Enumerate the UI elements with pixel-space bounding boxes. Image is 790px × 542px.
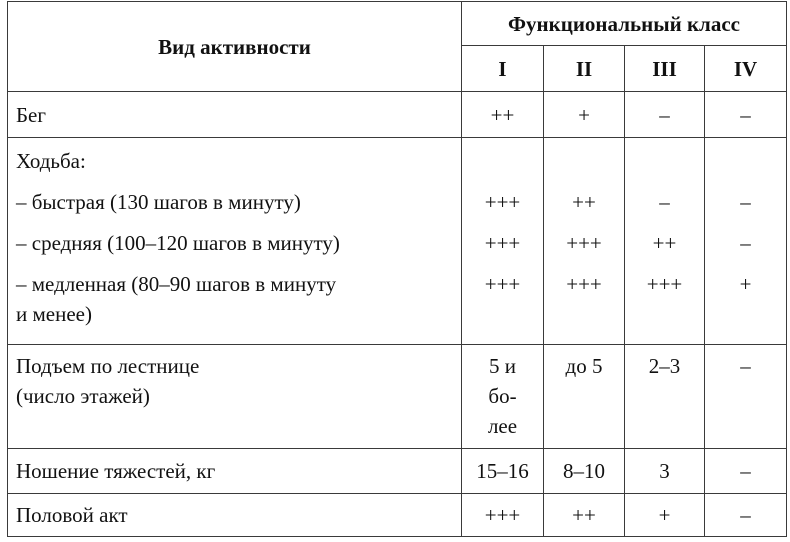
row-label-weights: Ношение тяжестей, кг xyxy=(8,449,462,494)
cell-walk-slow-4: + xyxy=(739,272,752,296)
cell-sex-3: + xyxy=(625,494,705,537)
stairs-label-line1: Подъем по лестнице xyxy=(16,354,200,378)
row-label-run: Бег xyxy=(8,92,462,138)
walk-slow-label-line1: – медленная (80–90 шагов в минуту xyxy=(16,272,337,296)
table-row xyxy=(8,449,787,494)
cell-walk-medium-2: +++ xyxy=(566,231,602,255)
table-row xyxy=(8,92,787,138)
cell-walk-fast-2: ++ xyxy=(572,190,596,214)
cell-walk-slow-1: +++ xyxy=(484,272,521,296)
walk-class-1 xyxy=(462,138,544,345)
header-activity: Вид активности xyxy=(8,2,462,92)
row-label-sex: Половой акт xyxy=(8,494,462,537)
cell-sex-4: – xyxy=(705,494,787,537)
header-functional-class: Функциональный класс xyxy=(462,2,787,46)
table-row xyxy=(8,138,787,345)
walk-slow-label-line2: и менее) xyxy=(16,302,92,326)
row-label-stairs xyxy=(8,345,462,449)
cell-stairs-4: – xyxy=(705,345,787,449)
walk-class-2 xyxy=(544,138,625,345)
cell-walk-slow-3: +++ xyxy=(646,272,683,296)
stairs-1-line3: лее xyxy=(487,414,518,438)
header-class-1: I xyxy=(462,46,544,92)
row-label-walk xyxy=(8,138,462,345)
cell-run-2: + xyxy=(544,92,625,138)
cell-sex-1: +++ xyxy=(462,494,544,537)
cell-run-4: – xyxy=(705,92,787,138)
cell-weights-4: – xyxy=(705,449,787,494)
walk-medium-label: – средняя (100–120 шагов в минуту) xyxy=(16,231,340,255)
table-row xyxy=(8,345,787,449)
walk-class-4 xyxy=(705,138,787,345)
cell-stairs-1 xyxy=(462,345,544,449)
cell-stairs-3: 2–3 xyxy=(625,345,705,449)
stairs-label-line2: (число этажей) xyxy=(16,384,150,408)
cell-walk-slow-2: +++ xyxy=(566,272,602,296)
stairs-1-line1: 5 и xyxy=(489,354,516,378)
cell-walk-fast-3: – xyxy=(659,190,670,214)
header-class-4: IV xyxy=(705,46,787,92)
cell-run-3: – xyxy=(625,92,705,138)
walk-fast-label: – быстрая (130 шагов в минуту) xyxy=(16,190,301,214)
activity-class-table xyxy=(7,1,787,537)
header-class-3: III xyxy=(625,46,705,92)
cell-walk-medium-1: +++ xyxy=(484,231,521,255)
table-row xyxy=(8,494,787,537)
walk-class-3 xyxy=(625,138,705,345)
cell-walk-fast-4: – xyxy=(740,190,751,214)
cell-walk-fast-1: +++ xyxy=(484,190,521,214)
cell-weights-2: 8–10 xyxy=(544,449,625,494)
cell-weights-3: 3 xyxy=(625,449,705,494)
cell-sex-2: ++ xyxy=(544,494,625,537)
cell-walk-medium-4: – xyxy=(740,231,751,255)
cell-weights-1: 15–16 xyxy=(462,449,544,494)
cell-walk-medium-3: ++ xyxy=(652,231,677,255)
cell-run-1: ++ xyxy=(462,92,544,138)
header-class-2: II xyxy=(544,46,625,92)
cell-stairs-2: до 5 xyxy=(544,345,625,449)
walk-title: Ходьба: xyxy=(16,149,86,173)
stairs-1-line2: бо- xyxy=(488,384,517,408)
